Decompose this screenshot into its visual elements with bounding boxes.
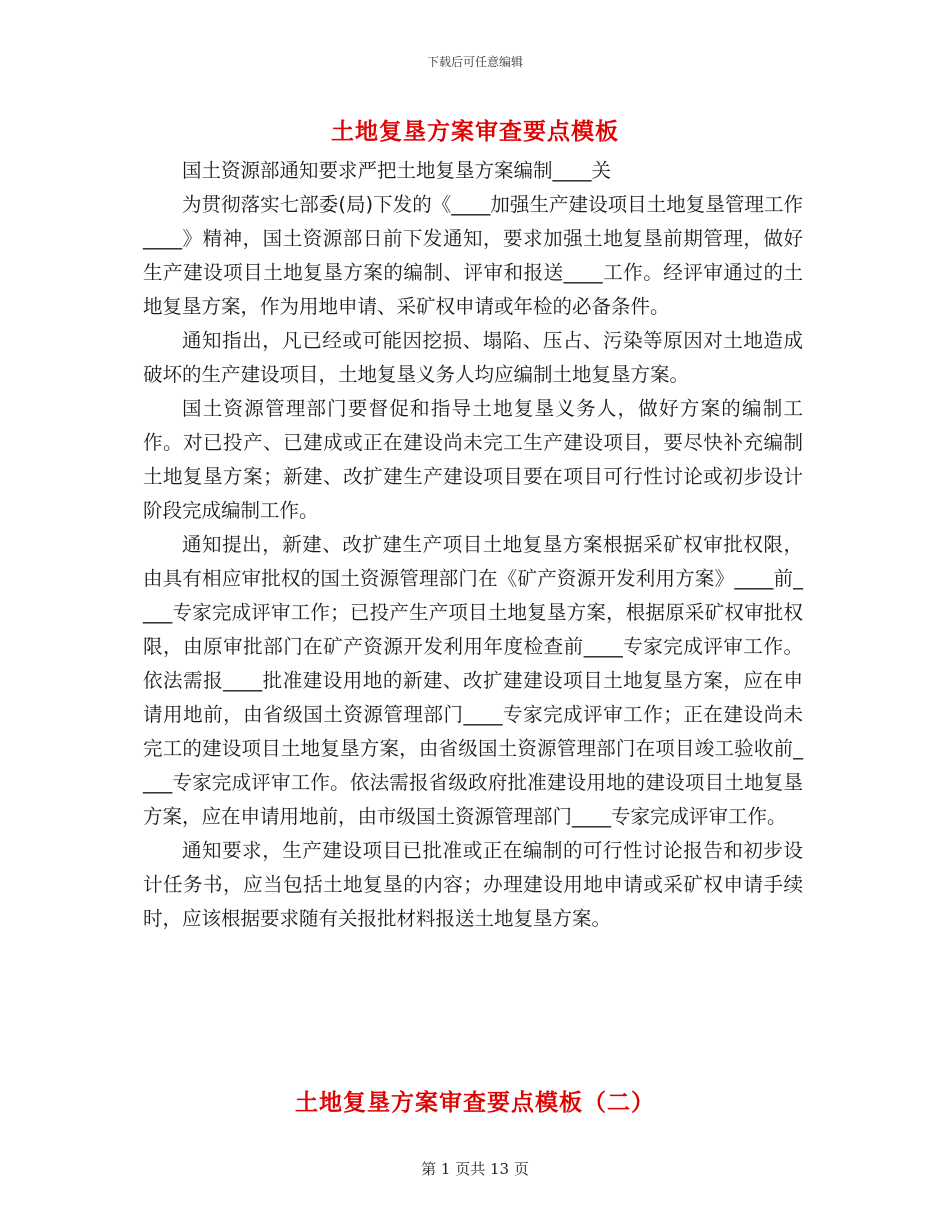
document-title: 土地复垦方案审查要点模板 bbox=[331, 119, 619, 145]
paragraph-supervision: 国土资源管理部门要督促和指导土地复垦义务人，做好方案的编制工作。对已投产、已建成或正在建设尚未完工生产建设项目，要尽快补充编制土地复垦方案；新建、改扩建生产建设项目要在项目可行性讨论或初步设计阶段完成编制工作。 bbox=[143, 397, 803, 522]
paragraph-scope: 通知指出，凡已经或可能因挖损、塌陷、压占、污染等原因对土地造成破坏的生产建设项目，土地复垦义务人均应编制土地复垦方案。 bbox=[143, 329, 803, 386]
section-title: 土地复垦方案审查要点模板（二） bbox=[295, 1090, 655, 1116]
header-note: 下载后可任意编辑 bbox=[426, 55, 523, 69]
page-footer: 第 1 页共 13 页 bbox=[421, 1160, 529, 1178]
paragraph-intro: 国土资源部通知要求严把土地复垦方案编制____关 bbox=[182, 159, 612, 182]
paragraph-review: 通知提出，新建、改扩建生产项目土地复垦方案根据采矿权审批权限，由具有相应审批权的国土资源管理部门在《矿产资源开发利用方案》____前____专家完成评审工作；已投产生产项目土地复垦方案，根据原采矿权审批权限，由原审批部门在矿产资源开发利用年度检查前____专家完成评审工作。依法需报____批准建设用地的新建、改扩建建设项目土地复垦方案，应在申请用地前，由省级国土资源管理部门____专家完成评审工作；正在建设尚未完工的建设项目土地复垦方案，由省级国土资源管理部门在项目竣工验收前____专家完成评审工作。依法需报省级政府批准建设用地的建设项目土地复垦方案，应在申请用地前，由市级国土资源管理部门____专家完成评审工作。 bbox=[143, 533, 803, 828]
document-body bbox=[143, 154, 803, 936]
paragraph-background: 为贯彻落实七部委(局)下发的《____加强生产建设项目土地复垦管理工作____》精神，国土资源部日前下发通知，要求加强土地复垦前期管理，做好生产建设项目土地复垦方案的编制、评审和报送____工作。经评审通过的土地复垦方案，作为用地申请、采矿权申请或年检的必备条件。 bbox=[143, 193, 803, 318]
paragraph-requirements: 通知要求，生产建设项目已批准或正在编制的可行性讨论报告和初步设计任务书，应当包括土地复垦的内容；办理建设用地申请或采矿权申请手续时，应该根据要求随有关报批材料报送土地复垦方案。 bbox=[143, 839, 803, 930]
